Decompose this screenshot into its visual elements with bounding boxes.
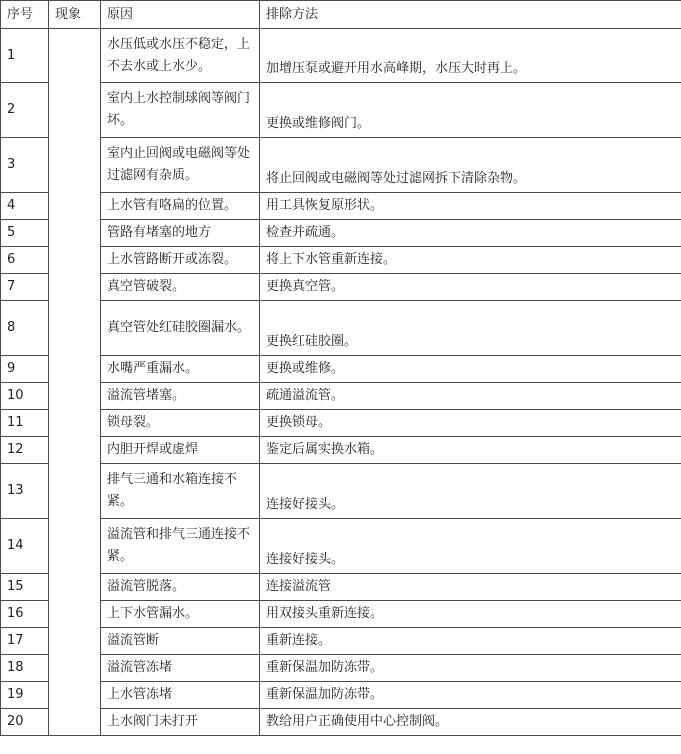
row-cause: 上水管路断开或冻裂。 bbox=[101, 247, 260, 274]
row-method: 更换红硅胶圈。 bbox=[260, 301, 681, 356]
table-row bbox=[1, 655, 681, 682]
row-method: 连接好接头。 bbox=[260, 519, 681, 574]
row-method: 用工具恢复原形状。 bbox=[260, 193, 681, 220]
header-method: 排除方法 bbox=[260, 1, 681, 29]
header-cause: 原因 bbox=[101, 1, 260, 29]
row-seq: 9 bbox=[1, 356, 49, 383]
row-seq: 17 bbox=[1, 628, 49, 655]
table-body bbox=[1, 29, 681, 736]
row-method: 重新保温加防冻带。 bbox=[260, 682, 681, 709]
row-cause: 内胆开焊或虚焊 bbox=[101, 437, 260, 464]
row-cause: 上水管冻堵 bbox=[101, 682, 260, 709]
row-seq: 12 bbox=[1, 437, 49, 464]
table-row bbox=[1, 574, 681, 601]
table-row bbox=[1, 247, 681, 274]
row-cause: 溢流管冻堵 bbox=[101, 655, 260, 682]
row-seq: 20 bbox=[1, 709, 49, 736]
phenomenon-cell bbox=[49, 29, 101, 736]
row-cause: 排气三通和水箱连接不紧。 bbox=[101, 464, 260, 519]
table-row bbox=[1, 709, 681, 736]
header-phenomenon: 现象 bbox=[49, 1, 101, 29]
table-row bbox=[1, 437, 681, 464]
row-cause: 溢流管脱落。 bbox=[101, 574, 260, 601]
table-row bbox=[1, 83, 681, 138]
row-cause: 室内止回阀或电磁阀等处过滤网有杂质。 bbox=[101, 138, 260, 193]
table-row bbox=[1, 519, 681, 574]
row-cause: 管路有堵塞的地方 bbox=[101, 220, 260, 247]
table-row bbox=[1, 301, 681, 356]
row-method: 教给用户正确使用中心控制阀。 bbox=[260, 709, 681, 736]
row-seq: 8 bbox=[1, 301, 49, 356]
table-row bbox=[1, 410, 681, 437]
row-method: 连接溢流管 bbox=[260, 574, 681, 601]
table-row bbox=[1, 356, 681, 383]
row-method: 用双接头重新连接。 bbox=[260, 601, 681, 628]
table-row bbox=[1, 628, 681, 655]
row-seq: 3 bbox=[1, 138, 49, 193]
table-row bbox=[1, 193, 681, 220]
row-seq: 14 bbox=[1, 519, 49, 574]
row-method: 重新保温加防冻带。 bbox=[260, 655, 681, 682]
table-row bbox=[1, 464, 681, 519]
table-row bbox=[1, 682, 681, 709]
row-seq: 5 bbox=[1, 220, 49, 247]
table-row bbox=[1, 383, 681, 410]
row-cause: 室内上水控制球阀等阀门坏。 bbox=[101, 83, 260, 138]
row-seq: 11 bbox=[1, 410, 49, 437]
row-seq: 4 bbox=[1, 193, 49, 220]
table-row bbox=[1, 601, 681, 628]
row-seq: 16 bbox=[1, 601, 49, 628]
row-method: 更换或维修阀门。 bbox=[260, 83, 681, 138]
row-seq: 13 bbox=[1, 464, 49, 519]
row-seq: 19 bbox=[1, 682, 49, 709]
row-method: 将止回阀或电磁阀等处过滤网拆下清除杂物。 bbox=[260, 138, 681, 193]
row-cause: 水嘴严重漏水。 bbox=[101, 356, 260, 383]
row-cause: 水压低或水压不稳定，上不去水或上水少。 bbox=[101, 29, 260, 83]
row-cause: 溢流管堵塞。 bbox=[101, 383, 260, 410]
row-cause: 溢流管断 bbox=[101, 628, 260, 655]
row-cause: 真空管处红硅胶圈漏水。 bbox=[101, 301, 260, 356]
row-method: 重新连接。 bbox=[260, 628, 681, 655]
row-seq: 10 bbox=[1, 383, 49, 410]
table-row bbox=[1, 29, 681, 83]
row-cause: 上水管有咯扁的位置。 bbox=[101, 193, 260, 220]
row-cause: 锁母裂。 bbox=[101, 410, 260, 437]
row-method: 疏通溢流管。 bbox=[260, 383, 681, 410]
row-cause: 上下水管漏水。 bbox=[101, 601, 260, 628]
row-seq: 7 bbox=[1, 274, 49, 301]
row-method: 更换锁母。 bbox=[260, 410, 681, 437]
row-cause: 溢流管和排气三通连接不紧。 bbox=[101, 519, 260, 574]
row-seq: 18 bbox=[1, 655, 49, 682]
row-seq: 15 bbox=[1, 574, 49, 601]
row-seq: 1 bbox=[1, 29, 49, 83]
row-method: 检查并疏通。 bbox=[260, 220, 681, 247]
row-method: 更换真空管。 bbox=[260, 274, 681, 301]
row-cause: 上水阀门未打开 bbox=[101, 709, 260, 736]
header-row bbox=[1, 1, 681, 29]
row-seq: 2 bbox=[1, 83, 49, 138]
header-seq: 序号 bbox=[1, 1, 49, 29]
row-seq: 6 bbox=[1, 247, 49, 274]
table-row bbox=[1, 220, 681, 247]
table-row bbox=[1, 274, 681, 301]
row-method: 鉴定后属实换水箱。 bbox=[260, 437, 681, 464]
row-method: 将上下水管重新连接。 bbox=[260, 247, 681, 274]
row-cause: 真空管破裂。 bbox=[101, 274, 260, 301]
row-method: 加增压泵或避开用水高峰期，水压大时再上。 bbox=[260, 29, 681, 83]
row-method: 连接好接头。 bbox=[260, 464, 681, 519]
row-method: 更换或维修。 bbox=[260, 356, 681, 383]
table-row bbox=[1, 138, 681, 193]
